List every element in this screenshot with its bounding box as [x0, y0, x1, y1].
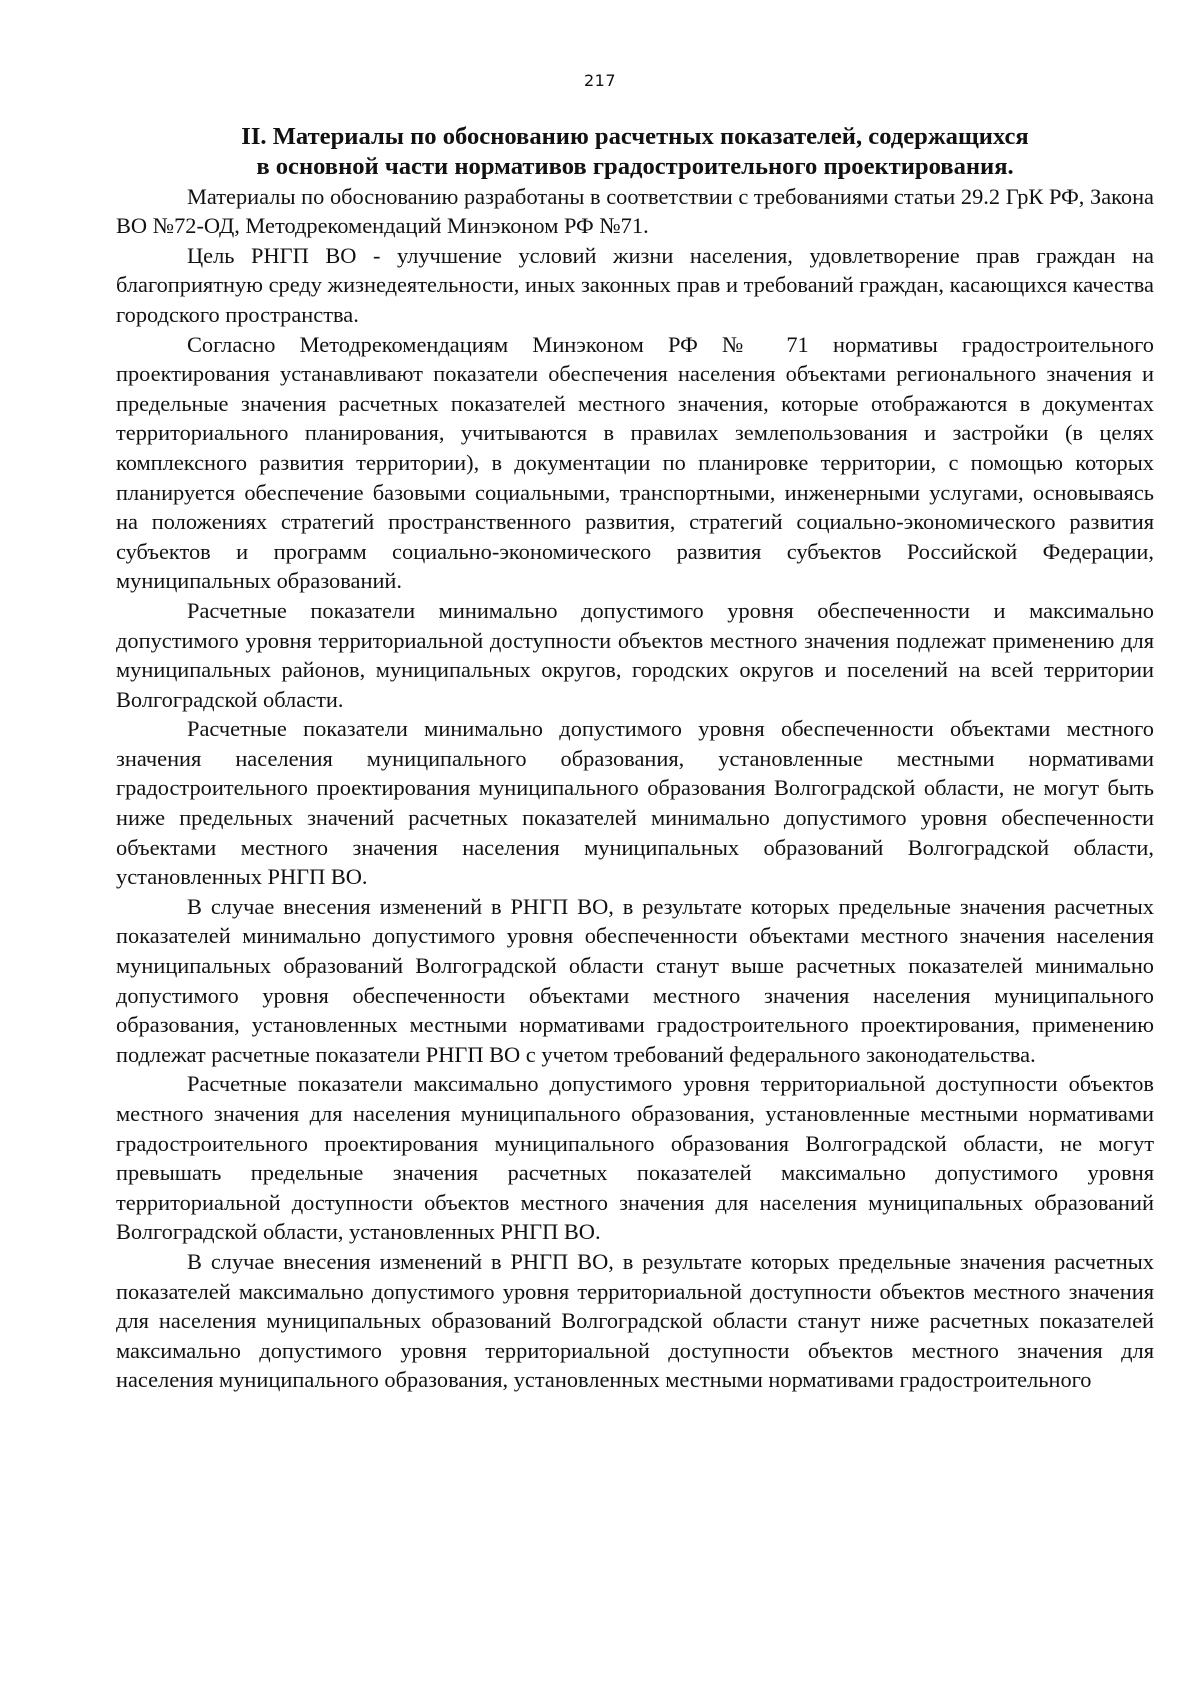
paragraph-application-scope: Расчетные показатели минимально допустимого уровня обеспеченности и максимально допустимого уровня территориальной доступности объектов местного значения подлежат применению для муниципальных районов, муниципальных округов, городских округов и поселений на всей территории Волгоградской области. — [116, 597, 1154, 712]
paragraph-changes-accessibility: В случае внесения изменений в РНГП ВО, в результате которых предельные значения расчетных показателей максимально допустимого уровня территориальной доступности объектов местного значения для населения муниципальных образований Волгоградской области станут ниже расчетных показателей максимально допустимого уровня территориальной доступности объектов местного значения для населения муниципального образования, установленных местными нормативами градостроительного — [116, 1248, 1154, 1393]
page-content — [116, 122, 1154, 1395]
paragraph-changes-provision: В случае внесения изменений в РНГП ВО, в результате которых предельные значения расчетных показателей минимально допустимого уровня обеспеченности объектами местного значения населения муниципальных образований Волгоградской области станут выше расчетных показателей минимально допустимого уровня обеспеченности объектами местного значения населения муниципального образования, установленных местными нормативами градостроительного проектирования, применению подлежат расчетные показатели РНГП ВО с учетом требований федерального законодательства. — [116, 893, 1154, 1067]
paragraph-maximum-accessibility: Расчетные показатели максимально допустимого уровня территориальной доступности объектов местного значения для населения муниципального образования, установленные местными нормативами градостроительного проектирования муниципального образования Волгоградской области, не могут превышать предельные значения расчетных показателей максимально допустимого уровня территориальной доступности объектов местного значения для населения муниципальных образований Волгоградской области, установленных РНГП ВО. — [116, 1071, 1154, 1245]
paragraph-minimum-provision: Расчетные показатели минимально допустимого уровня обеспеченности объектами местного значения населения муниципального образования, установленные местными нормативами градостроительного проектирования муниципального образования Волгоградской области, не могут быть ниже предельных значений расчетных показателей минимально допустимого уровня обеспеченности объектами местного значения населения муниципальных образований Волгоградской области, установленных РНГП ВО. — [116, 716, 1154, 890]
section-heading — [116, 122, 1154, 182]
section-heading-line-1: II. Материалы по обоснованию расчетных показателей, содержащихся — [241, 123, 1029, 150]
paragraph-legal-basis: Материалы по обоснованию разработаны в соответствии с требованиями статьи 29.2 ГрК РФ, Закона ВО №72-ОД, Методрекомендаций Минэконом РФ №71. — [116, 183, 1154, 239]
section-heading-line-2: в основной части нормативов градостроительного проектирования. — [256, 152, 1014, 180]
page-number: 217 — [583, 71, 617, 90]
paragraph-methodology: Согласно Методрекомендациям Минэконом РФ № 71 нормативы градостроительного проектирования устанавливают показатели обеспечения населения объектами регионального значения и предельные значения расчетных показателей местного значения, которые отображаются в документах территориального планирования, учитываются в правилах землепользования и застройки (в целях комплексного развития территории), в документации по планировке территории, с помощью которых планируется обеспечение базовыми социальными, транспортными, инженерными услугами, основываясь на положениях стратегий пространственного развития, стратегий социально-экономического развития субъектов и программ социально-экономического развития субъектов Российской Федерации, муниципальных образований. — [116, 331, 1154, 594]
paragraph-goal: Цель РНГП ВО - улучшение условий жизни населения, удовлетворение прав граждан на благоприятную среду жизнедеятельности, иных законных прав и требований граждан, касающихся качества городского пространства. — [116, 242, 1154, 327]
